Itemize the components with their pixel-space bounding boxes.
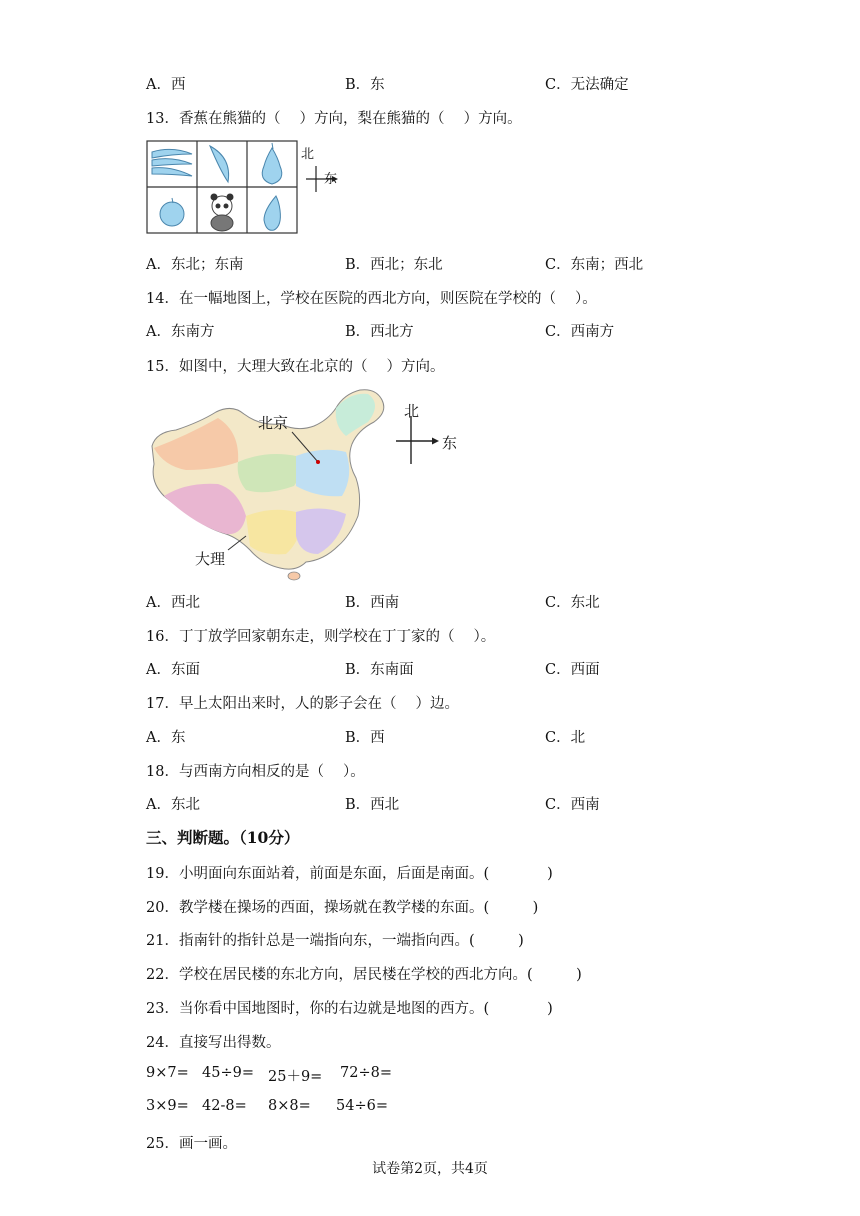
q13-option-b: B．西北；东北: [345, 257, 443, 273]
judge-item-21: 21．指南针的指针总是一端指向东，一端指向西。( ): [146, 933, 524, 949]
calc-item: 45÷9=: [202, 1065, 254, 1081]
page-footer: 试卷第2页，共4页: [372, 1161, 488, 1177]
map-label-dali: 大理: [195, 550, 226, 568]
calc-item: 8×8=: [268, 1098, 311, 1114]
q13-option-c: C．东南；西北: [545, 257, 644, 273]
judge-item-22: 22．学校在居民楼的东北方向，居民楼在学校的西北方向。( ): [146, 967, 582, 983]
q18-question: 18．与西南方向相反的是（ ）。: [146, 764, 365, 780]
q25-question: 25．画一画。: [146, 1136, 237, 1152]
calc-item: 72÷8=: [340, 1065, 392, 1081]
q16-option-c: C．西面: [545, 662, 600, 678]
leaf-icon: [210, 146, 229, 182]
q16-question: 16．丁丁放学回家朝东走，则学校在丁丁家的（ ）。: [146, 629, 496, 645]
q17-option-b: B．西: [345, 730, 385, 746]
q18-option-c: C．西南: [545, 797, 600, 813]
q12-option-c: C．无法确定: [545, 77, 629, 93]
q15-compass-east-label: 东: [442, 434, 458, 452]
q15-compass-north-label: 北: [404, 402, 420, 420]
calc-item: 42-8=: [202, 1098, 247, 1114]
q14-option-a: A．东南方: [146, 324, 215, 340]
panda-icon: [211, 194, 234, 232]
q17-option-c: C．北: [545, 730, 586, 746]
q15-option-a: A．西北: [146, 595, 200, 611]
q15-option-b: B．西南: [345, 595, 400, 611]
q17-option-a: A．东: [146, 730, 186, 746]
calc-item: 54÷6=: [336, 1098, 388, 1114]
judge-item-19: 19．小明面向东面站着，前面是东面，后面是南面。( ): [146, 866, 553, 882]
judge-item-20: 20．教学楼在操场的西面，操场就在教学楼的东面。( ): [146, 900, 539, 916]
banana-icon: [152, 149, 192, 176]
calc-item: 25＋9=: [268, 1069, 323, 1085]
pear-icon: [262, 148, 282, 184]
map-label-beijing: 北京: [258, 414, 289, 432]
q18-option-a: A．东北: [146, 797, 200, 813]
eggplant-icon: [264, 196, 280, 230]
q14-option-c: C．西南方: [545, 324, 615, 340]
q15-question: 15．如图中，大理大致在北京的（ ）方向。: [146, 359, 445, 375]
q13-grid-figure: [146, 140, 346, 240]
q16-option-b: B．东南面: [345, 662, 414, 678]
q12-option-b: B．东: [345, 77, 385, 93]
q13-compass-east-label: 东: [324, 172, 338, 187]
judge-item-23: 23．当你看中国地图时，你的右边就是地图的西方。( ): [146, 1001, 553, 1017]
q16-option-a: A．东面: [146, 662, 200, 678]
q13-option-a: A．东北；东南: [146, 257, 244, 273]
apple-icon: [160, 202, 184, 226]
q15-option-c: C．东北: [545, 595, 600, 611]
q24-question: 24．直接写出得数。: [146, 1035, 281, 1051]
q13-question: 13．香蕉在熊猫的（ ）方向，梨在熊猫的（ ）方向。: [146, 111, 522, 127]
section-3-title: 三、判断题。（10分）: [146, 828, 300, 847]
calc-item: 9×7=: [146, 1065, 189, 1081]
q17-question: 17．早上太阳出来时，人的影子会在（ ）边。: [146, 696, 460, 712]
q18-option-b: B．西北: [345, 797, 400, 813]
q14-option-b: B．西北方: [345, 324, 414, 340]
q14-question: 14．在一幅地图上，学校在医院的西北方向，则医院在学校的（ ）。: [146, 291, 597, 307]
calc-item: 3×9=: [146, 1098, 189, 1114]
q13-compass-north-label: 北: [301, 147, 315, 162]
q12-option-a: A．西: [146, 77, 186, 93]
